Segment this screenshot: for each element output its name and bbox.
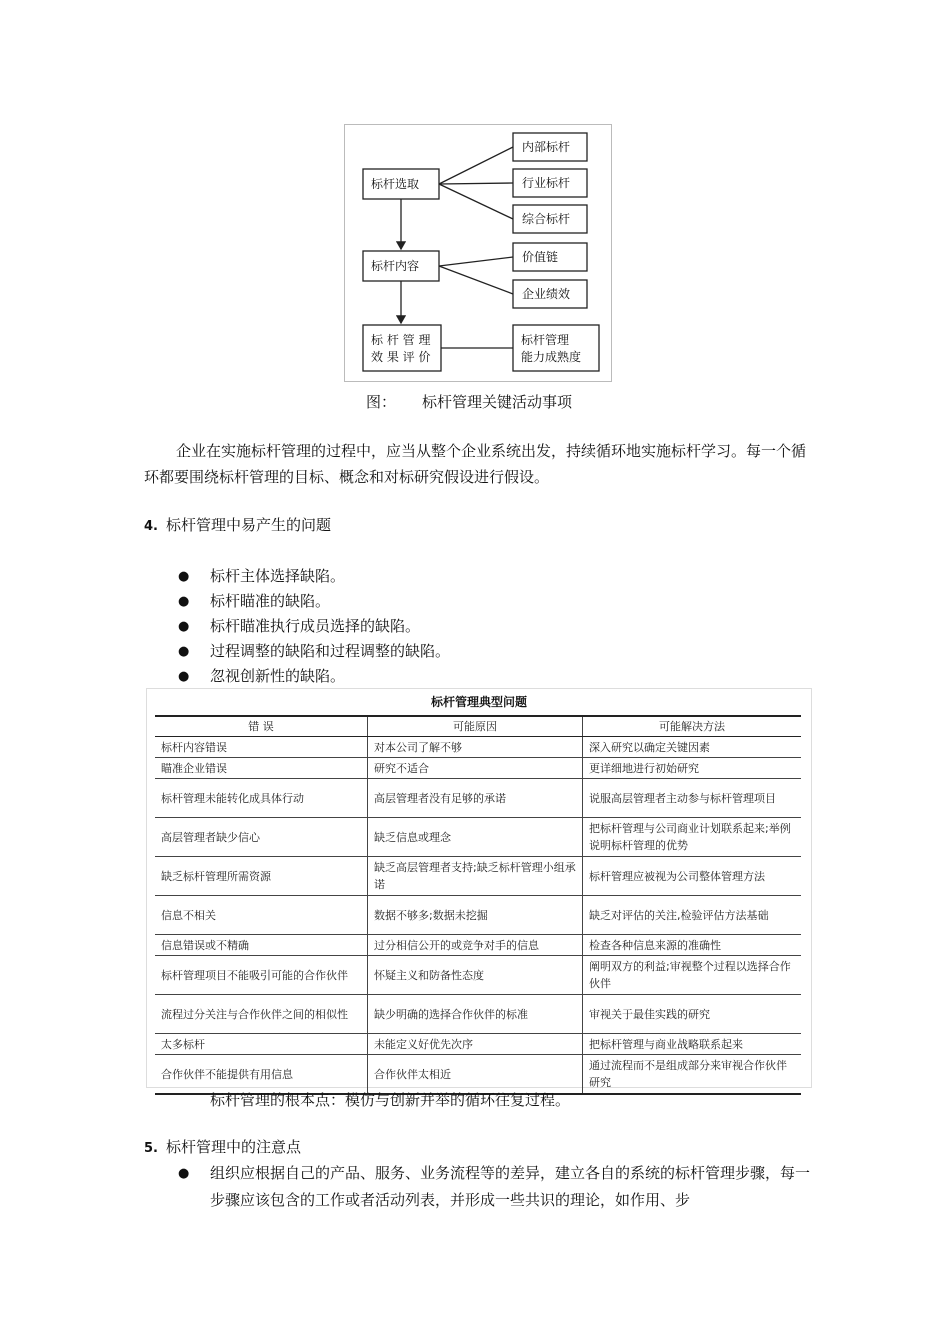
bullet-icon: ● [178,569,190,584]
list-item [178,614,450,639]
table-cell: 高层管理者没有足够的承诺 [368,779,583,818]
table-cell: 把标杆管理与商业战略联系起来 [583,1034,802,1055]
node-label-eval-1: 标 杆 管 理 [371,333,431,347]
bullet-icon: ● [178,594,190,609]
edge-content-performance [439,266,513,294]
node-label-select: 标杆选取 [371,177,420,191]
edge-select-composite [439,184,513,219]
table-cell: 阐明双方的利益;审视整个过程以选择合作伙伴 [583,956,802,995]
table-cell: 标杆管理项目不能吸引可能的合作伙伴 [155,956,368,995]
table-row [155,1034,801,1055]
figure-caption-label: 图： [366,393,397,411]
table-cell: 标杆管理应被视为公司整体管理方法 [583,857,802,896]
table-body [155,737,801,1095]
table-cell: 信息不相关 [155,896,368,935]
node-box-maturity [513,325,599,371]
table-row [155,779,801,818]
column-header: 错 误 [155,716,368,737]
table-row [155,896,801,935]
root-point-text: 标杆管理的根本点：模仿与创新并举的循环往复过程。 [210,1091,571,1109]
table-row [155,956,801,995]
table-cell: 太多标杆 [155,1034,368,1055]
table-cell: 合作伙伴太相近 [368,1055,583,1095]
table-cell: 信息错误或不精确 [155,935,368,956]
section-4-title: 标杆管理中易产生的问题 [165,516,331,534]
table-cell: 缺乏对评估的关注,检验评估方法基础 [583,896,802,935]
table-cell: 对本公司了解不够 [368,737,583,758]
list-item-text: 标杆瞄准的缺陷。 [210,592,331,610]
table-cell: 未能定义好优先次序 [368,1034,583,1055]
table-cell: 说服高层管理者主动参与标杆管理项目 [583,779,802,818]
node-label-performance: 企业绩效 [522,287,571,301]
table-title: 标杆管理典型问题 [430,695,527,709]
problems-table-figure [146,688,812,1088]
table-cell: 高层管理者缺少信心 [155,818,368,857]
table-cell: 瞄准企业错误 [155,758,368,779]
table-row [155,818,801,857]
table-header-row [155,716,801,737]
column-header: 可能解决方法 [583,716,802,737]
edge-select-industry [439,183,513,184]
table-cell: 通过流程而不是组成部分来审视合作伙伴研究 [583,1055,802,1095]
table-cell: 流程过分关注与合作伙伴之间的相似性 [155,995,368,1034]
node-label-maturity-1: 标杆管理 [521,333,570,347]
body-paragraph: 企业在实施标杆管理的过程中，应当从整个企业系统出发，持续循环地实施标杆学习。每一个循环都要围绕标杆管理的目标、概念和对标研究假设进行假设。 [144,442,807,486]
table-cell: 过分相信公开的或竞争对手的信息 [368,935,583,956]
table-cell: 缺乏标杆管理所需资源 [155,857,368,896]
table-row [155,935,801,956]
table-cell: 深入研究以确定关键因素 [583,737,802,758]
list-item [178,564,450,589]
figure-caption-text: 标杆管理关键活动事项 [422,393,573,411]
list-item-text: 过程调整的缺陷和过程调整的缺陷。 [210,642,451,660]
flowchart-svg [345,125,611,381]
table-row [155,758,801,779]
list-item-text: 标杆瞄准执行成员选择的缺陷。 [210,617,421,635]
node-label-maturity-2: 能力成熟度 [521,350,582,364]
edge-select-internal [439,147,513,184]
list-item [178,639,450,664]
list-item [178,664,450,689]
section-5-title: 标杆管理中的注意点 [165,1138,301,1156]
bullet-icon: ● [178,669,190,684]
table-cell: 标杆管理未能转化成具体行动 [155,779,368,818]
section-4-heading [144,514,331,535]
table-cell: 把标杆管理与公司商业计划联系起来;举例说明标杆管理的优势 [583,818,802,857]
node-box-eval [363,325,441,371]
table-cell: 更详细地进行初始研究 [583,758,802,779]
table-cell: 怀疑主义和防备性态度 [368,956,583,995]
table-row [155,857,801,896]
section-4-list [178,564,450,689]
table-cell: 缺少明确的选择合作伙伴的标准 [368,995,583,1034]
edge-content-valuechain [439,257,513,266]
column-header: 可能原因 [368,716,583,737]
node-label-internal: 内部标杆 [522,140,571,154]
section-4-number: 4. [144,519,158,534]
table-cell: 审视关于最佳实践的研究 [583,995,802,1034]
table-cell: 标杆内容错误 [155,737,368,758]
list-item-text: 组织应根据自己的产品、服务、业务流程等的差异，建立各自的系统的标杆管理步骤，每一步骤应该包含的工作或者活动列表，并形成一些共识的理论，如作用、步 [210,1164,811,1209]
table-cell: 合作伙伴不能提供有用信息 [155,1055,368,1095]
table-cell: 数据不够多;数据未挖掘 [368,896,583,935]
node-label-value-chain: 价值链 [522,250,559,264]
table-row [155,995,801,1034]
bullet-icon: ● [178,644,190,659]
section-5-number: 5. [144,1141,158,1156]
node-label-content: 标杆内容 [371,259,420,273]
table-cell: 缺乏高层管理者支持;缺乏标杆管理小组承诺 [368,857,583,896]
figure-caption [366,391,572,412]
bullet-icon: ● [178,1166,190,1181]
node-label-composite: 综合标杆 [522,212,571,226]
node-label-eval-2: 效 果 评 价 [371,350,431,364]
section-5-list-item [178,1160,818,1214]
table-cell: 检查各种信息来源的准确性 [583,935,802,956]
node-label-industry: 行业标杆 [522,176,571,190]
list-item [178,589,450,614]
list-item-text: 忽视创新性的缺陷。 [210,667,346,685]
flowchart-figure [344,124,612,382]
bullet-icon: ● [178,619,190,634]
problems-table [155,715,801,1095]
table-cell: 研究不适合 [368,758,583,779]
table-row [155,737,801,758]
list-item-text: 标杆主体选择缺陷。 [210,567,346,585]
table-cell: 缺乏信息或理念 [368,818,583,857]
section-5-heading [144,1136,301,1157]
